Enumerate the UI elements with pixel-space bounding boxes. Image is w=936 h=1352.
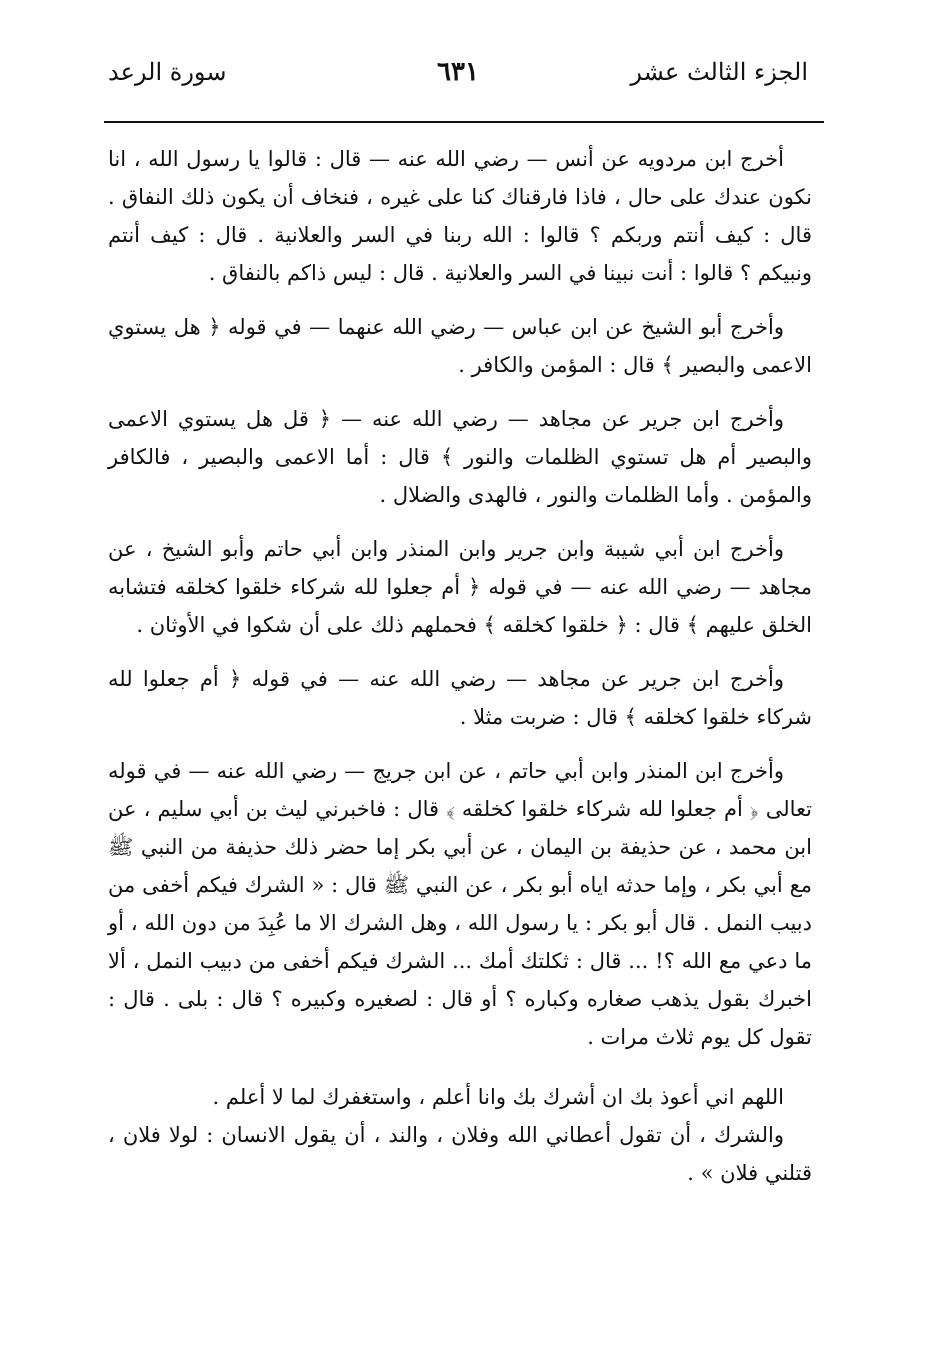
part-title: الجزء الثالث عشر — [630, 58, 808, 86]
paragraph-supplication: اللهم اني أعوذ بك ان أشرك بك وانا أعلم ، واستغفرك لما لا أعلم . — [212, 1085, 784, 1109]
page-header — [108, 52, 808, 102]
paragraph-ibn-jurayj: وأخرج ابن المنذر وابن أبي حاتم ، عن ابن جريج — رضي الله عنه — في قوله تعالى ﴿ أم جعلوا لله شركاء خلقوا كخلقه ﴾ قال : فاخبرني ليث بن أبي سليم ، عن ابن محمد ، عن حذيفة بن اليمان ، عن أبي بكر إما حضر ذلك حذيفة من النبي ﷺ مع أبي بكر ، وإما حدثه اياه أبو بكر ، عن النبي ﷺ قال : « الشرك فيكم أخفى من دبيب النمل . قال أبو بكر : يا رسول الله ، وهل الشرك الا ما عُبِدَ من دون الله ، أو ما دعي مع الله ؟! ... قال : ثكلتك أمك ... الشرك فيكم أخفى من دبيب النمل ، ألا اخبرك بقول يذهب صغاره وكباره ؟ أو قال : لصغيره وكبيره ؟ قال : بلى . قال : تقول كل يوم ثلاث مرات . — [108, 759, 812, 1049]
paragraph-anas: أخرج ابن مردويه عن أنس — رضي الله عنه — قال : قالوا يا رسول الله ، انا نكون عندك على حال ، فاذا فارقناك كنا على غيره ، فنخاف أن يكون ذلك النفاق . قال : كيف أنتم وربكم ؟ قالوا : الله ربنا في السر والعلانية . قال : كيف أنتم ونبيكم ؟ قالوا : أنت نبينا في السر والعلانية . قال : ليس ذاكم بالنفاق . — [108, 147, 812, 285]
header-divider — [104, 121, 824, 123]
paragraph-abu-al-shaykh: وأخرج أبو الشيخ عن ابن عباس — رضي الله عنهما — في قوله ﴿ هل يستوي الاعمى والبصير ﴾ قال : المؤمن والكافر . — [108, 315, 812, 377]
surah-title: سورة الرعد — [108, 58, 227, 86]
paragraph-mujahid-partners: وأخرج ابن أبي شيبة وابن جرير وابن المنذر وابن أبي حاتم وأبو الشيخ ، عن مجاهد — رضي الله عنه — في قوله ﴿ أم جعلوا لله شركاء خلقوا كخلقه فتشابه الخلق عليهم ﴾ قال : ﴿ خلقوا كخلقه ﴾ فحملهم ذلك على أن شكوا في الأوثان . — [108, 537, 812, 637]
page-number: ٦٣١ — [437, 57, 479, 87]
paragraph-shirk-definition: والشرك ، أن تقول أعطاني الله وفلان ، والند ، أن يقول الانسان : لولا فلان ، قتلني فلان » . — [108, 1123, 812, 1185]
paragraph-mujahid-example: وأخرج ابن جرير عن مجاهد — رضي الله عنه — في قوله ﴿ أم جعلوا لله شركاء خلقوا كخلقه ﴾ قال : ضربت مثلا . — [108, 667, 812, 729]
page-body — [108, 140, 812, 1208]
paragraph-mujahid-light: وأخرج ابن جرير عن مجاهد — رضي الله عنه — ﴿ قل هل يستوي الاعمى والبصير أم هل تستوي الظلمات والنور ﴾ قال : أما الاعمى والبصير ، فالكافر والمؤمن . وأما الظلمات والنور ، فالهدى والضلال . — [108, 407, 812, 507]
